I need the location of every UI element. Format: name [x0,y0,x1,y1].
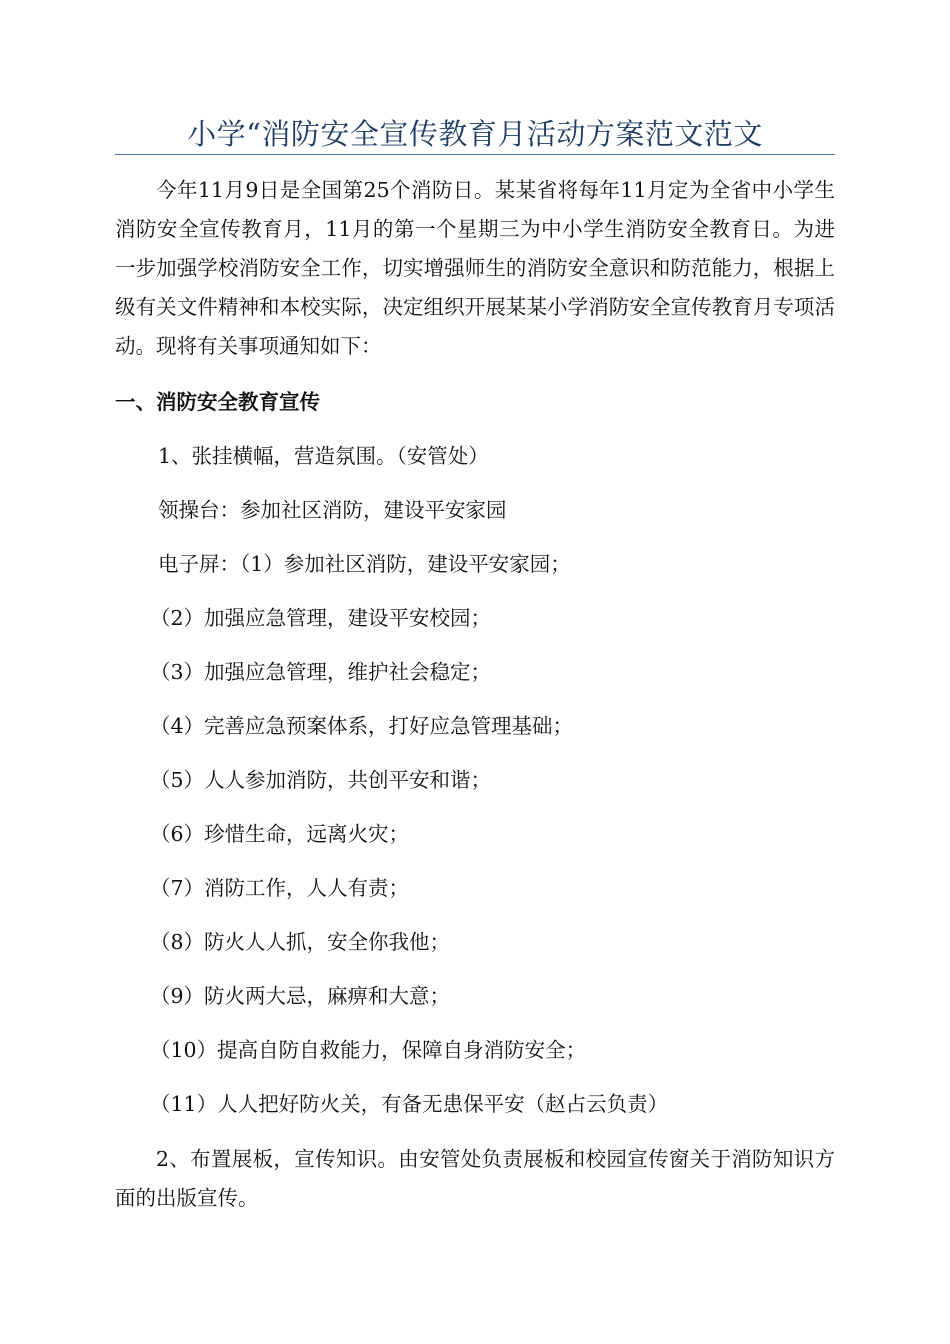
slogan-item: （11）人人把好防火关，有备无患保平安（赵占云负责） [150,1092,669,1116]
slogan-item: （10）提高自防自救能力，保障自身消防安全； [150,1038,587,1062]
title-underline [115,154,835,155]
slogan-item: （7）消防工作，人人有责； [150,876,410,900]
slogan-item: （6）珍惜生命，远离火灾； [150,822,410,846]
intro-paragraph: 今年11月9日是全国第25个消防日。某某省将每年11月定为全省中小学生消防安全宣传教育月，11月的第一个星期三为中小学生消防安全教育日。为进一步加强学校消防安全工作，切实增强师生的消防安全意识和防范能力，根据上级有关文件精神和本校实际，决定组织开展某某小学消防安全宣传教育月专项活动。现将有关事项通知如下： [115,178,835,358]
slogan-item: （8）防火人人抓，安全你我他； [150,930,451,954]
section-heading: 一、消防安全教育宣传 [115,390,320,414]
slogan-item: （5）人人参加消防，共创平安和谐； [150,768,492,792]
slogan-item: （2）加强应急管理，建设平安校园； [150,606,492,630]
slogan-item: （9）防火两大忌，麻痹和大意； [150,984,451,1008]
slogan-item: （4）完善应急预案体系，打好应急管理基础； [150,714,574,738]
point-1-banners: 1、张挂横幅，营造氛围。（安管处） [158,444,489,468]
point-2-exhibition-boards: 2、布置展板，宣传知识。由安管处负责展板和校园宣传窗关于消防知识方面的出版宣传。 [115,1147,835,1210]
screen-slogan-1: 电子屏：（1）参加社区消防，建设平安家园； [158,552,571,576]
slogan-item: （3）加强应急管理，维护社会稳定； [150,660,492,684]
podium-slogan: 领操台：参加社区消防，建设平安家园 [158,498,507,522]
document-title: 小学“消防安全宣传教育月活动方案范文范文 [187,117,763,151]
